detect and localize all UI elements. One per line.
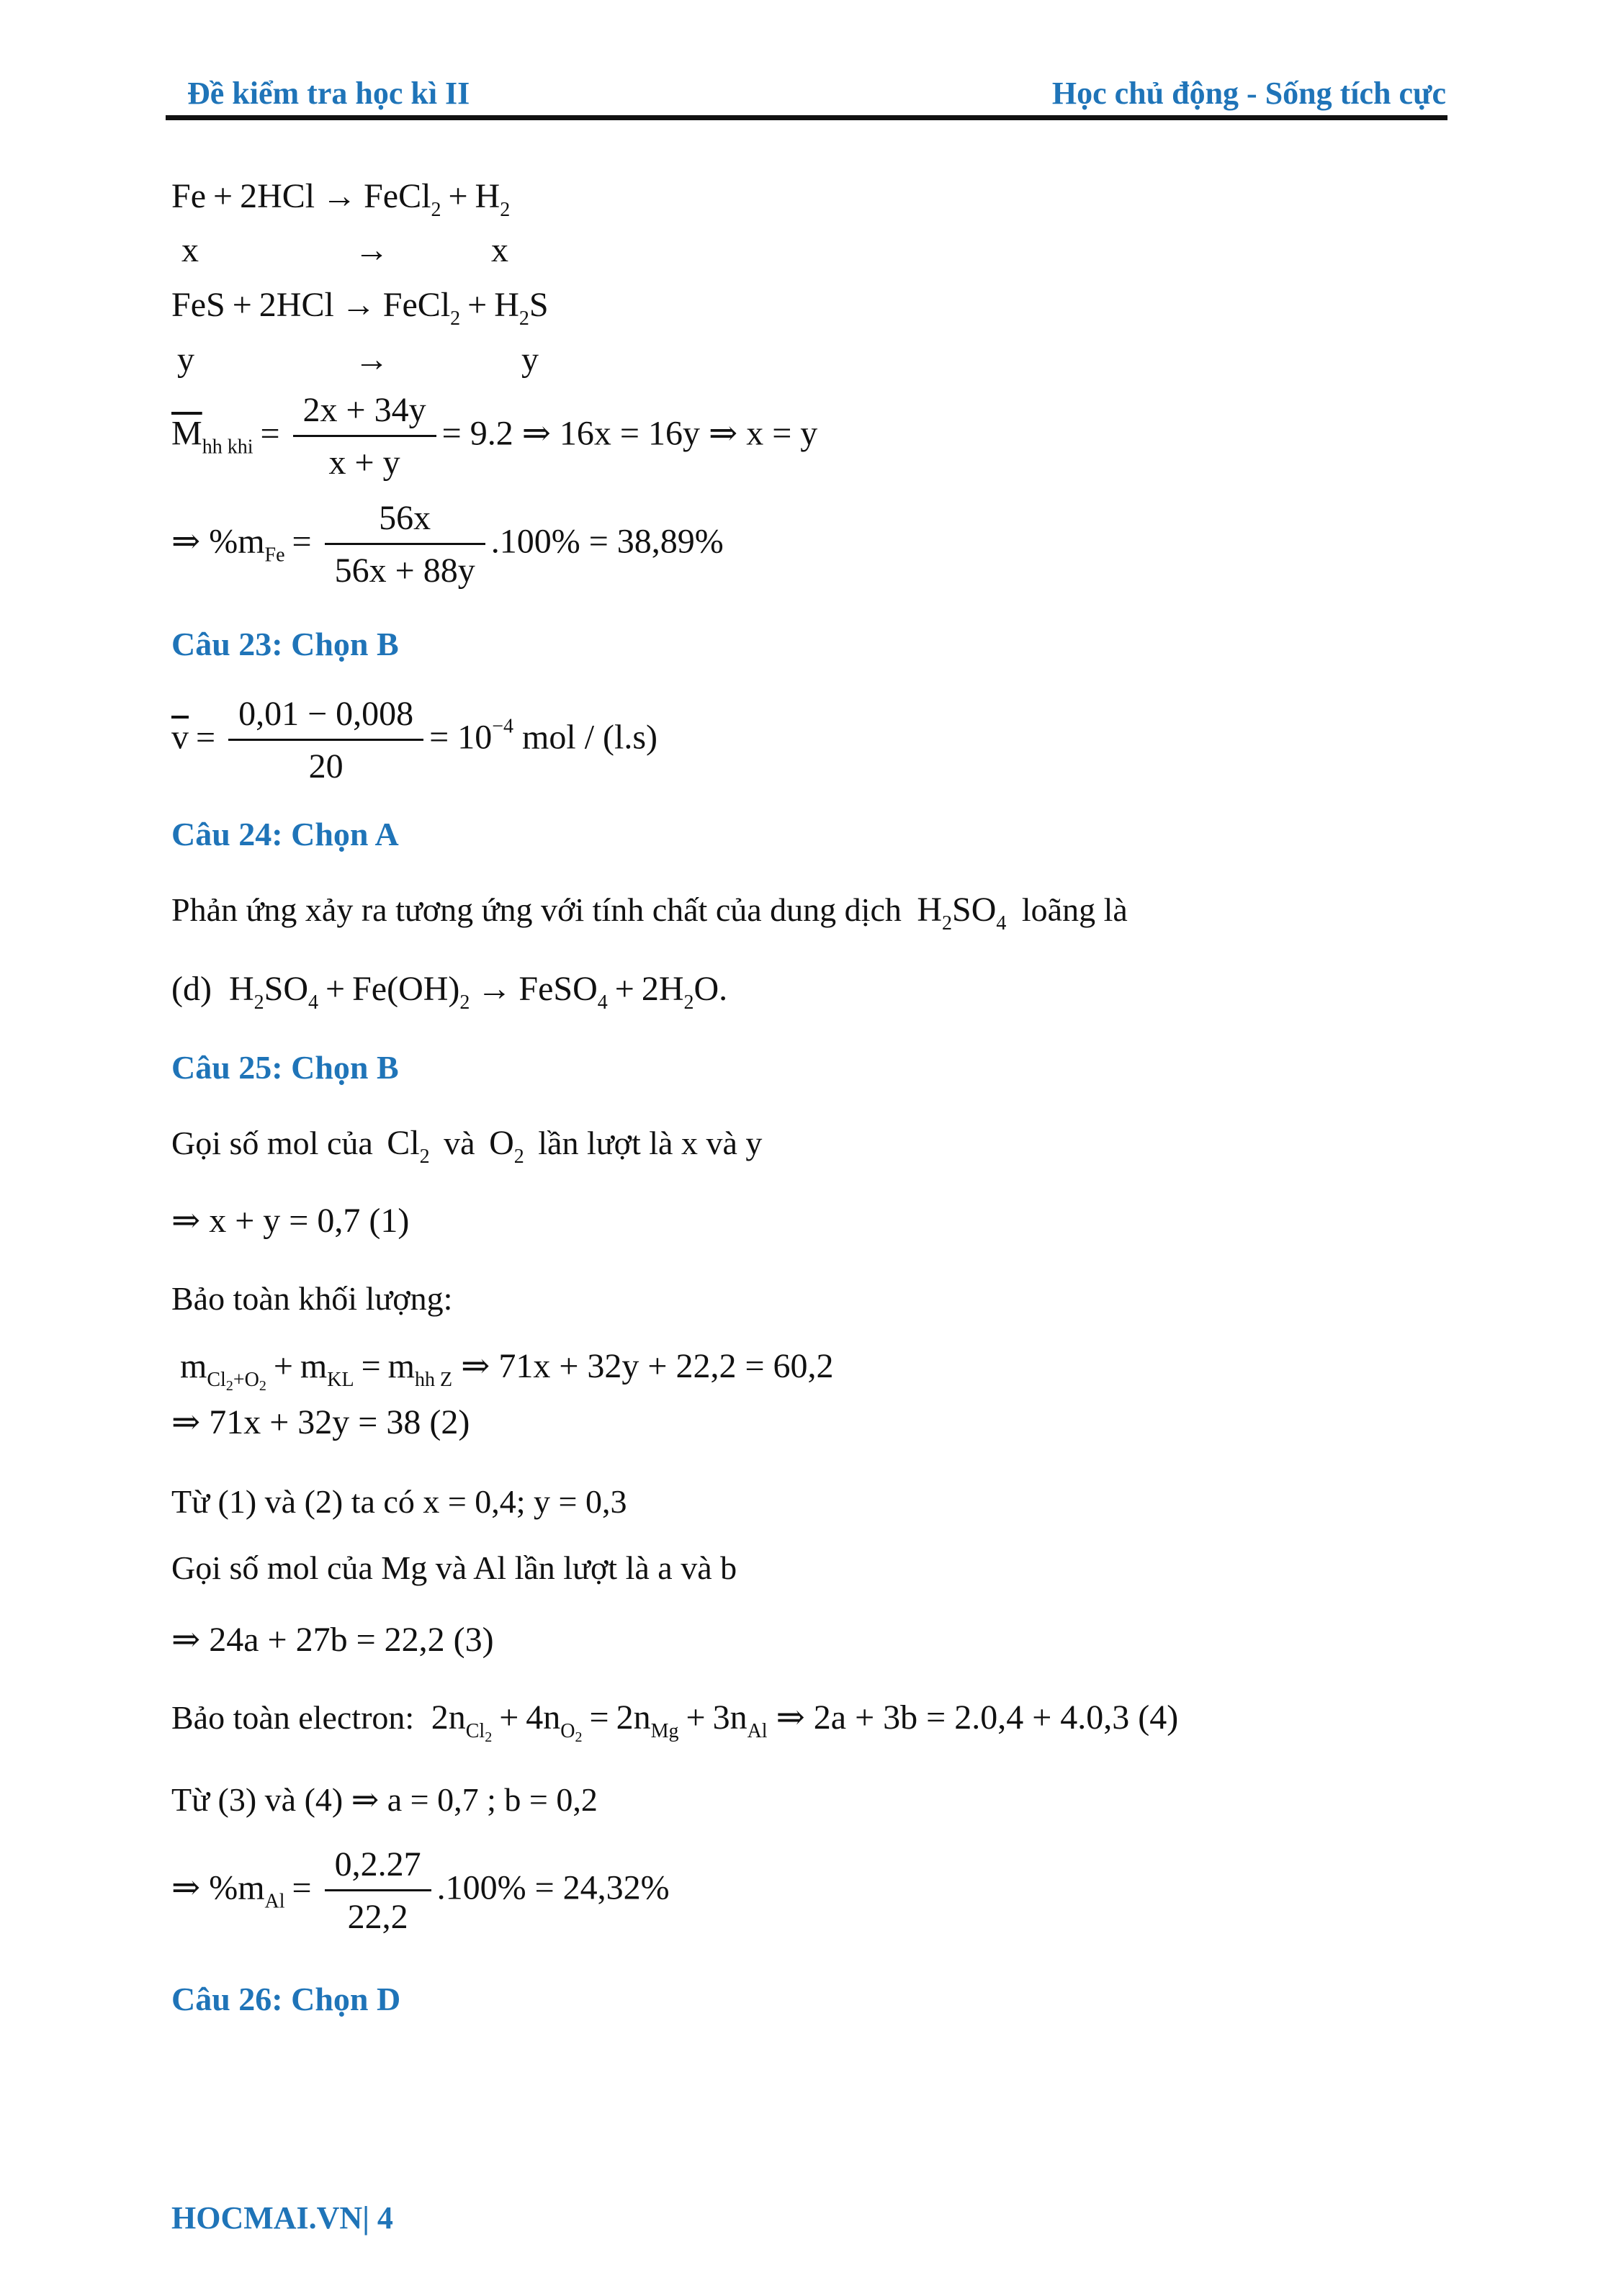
- fraction-numerator: 56x: [325, 497, 485, 545]
- reaction-d-label: (d): [171, 970, 212, 1008]
- reaction-d: (d) $H_2SO_4 + Fe(OH)_2$ → FeSO$_4$ + $2H_2O$.: [171, 970, 728, 1014]
- arrow-2: →: [354, 341, 389, 379]
- cl2-formula: $Cl_2$: [387, 1124, 430, 1168]
- q24-text-b: loãng là: [1021, 891, 1128, 928]
- fraction-denominator: 22,2: [347, 1898, 408, 1936]
- question-23-heading: Câu 23: Chọn B: [171, 626, 399, 662]
- percent-al-fraction: [325, 1843, 431, 1939]
- q25-t1c: lần lượt là x và y: [538, 1125, 763, 1161]
- h2so4-formula: $H_2SO_4$: [917, 891, 1007, 935]
- question-24-heading: Câu 24: Chọn A: [171, 816, 399, 852]
- percent-al-equation: ⇒ $\%m_{Al}$ = $\frac{0,2.27}{22,2}$ .100% = 24,32%: [171, 1843, 670, 1939]
- q25-t1a: Gọi số mol của: [171, 1125, 373, 1161]
- avg-molar-mass-equation: $\overline{M}_{hh khi}$ = $\frac{2x + 34y}{x + y}$ = 9.2 ⇒ 16x = 16y ⇒ x = y: [171, 389, 817, 485]
- q25-text-6: Từ (3) và (4) ⇒ a = 0,7 ; b = 0,2: [171, 1781, 598, 1818]
- footer-page-label: HOCMAI.VN| 4: [171, 2200, 393, 2236]
- header-right-slogan: Học chủ động - Sống tích cực: [1051, 76, 1446, 111]
- header-rule: [166, 115, 1447, 120]
- equation-3: ⇒ 24a + 27b = 22,2 (3): [171, 1621, 494, 1659]
- rate-unit: mol / (l.s): [513, 718, 658, 757]
- question-25-heading: Câu 25: Chọn B: [171, 1049, 399, 1086]
- rate-exponent: −4: [492, 715, 514, 738]
- avg-molar-mass-result: = 9.2 ⇒ 16x = 16y ⇒ x = y: [441, 414, 818, 453]
- o2-formula: $O_2$: [489, 1124, 524, 1168]
- electron-conservation-line: [171, 1698, 1179, 1745]
- electron-conservation-equation: $2n_{Cl_2}+ 4n_{O_2}= 2n_{Mg} + 3n_{Al}$ ⇒ 2a + 3b = 2.0,4 + 4.0,3 (4): [431, 1698, 1179, 1745]
- header-left-title: Đề kiểm tra học kì II: [187, 76, 470, 111]
- fraction-numerator: 0,2.27: [325, 1843, 431, 1891]
- rate-result: = 10: [429, 718, 493, 757]
- equation-2: ⇒ 71x + 32y = 38 (2): [171, 1403, 470, 1441]
- reaction-fes-hcl: FeS + 2HCl → FeCl$_2$ + $H_2S$: [171, 286, 549, 330]
- mass-conservation-result: ⇒ 71x + 32y + 22,2 = 60,2: [461, 1347, 834, 1385]
- mol-y-left: y: [177, 341, 194, 379]
- q25-text-2: Bảo toàn khối lượng:: [171, 1280, 453, 1317]
- mass-conservation-equation: $m_{Cl_2+O_2}+ m_{KL} = m_{hh Z}$ ⇒ 71x + 32y + 22,2 = 60,2: [171, 1347, 834, 1394]
- fraction-numerator: 0,01 − 0,008: [228, 693, 423, 741]
- mol-y-right: y: [521, 341, 539, 379]
- question-24-text: [171, 890, 1128, 935]
- percent-fe-equation: ⇒ $\%m_{Fe}$ = $\frac{56x}{56x + 88y}$ .100% = 38,89%: [171, 497, 724, 593]
- avg-molar-mass-fraction: [293, 389, 436, 485]
- reaction-rate-equation: $\overline{v}$ = $\frac{0,01 - 0,008}{20}$ = $10^{-4}$ mol / (l.s): [171, 693, 657, 788]
- percent-al-result: .100% = 24,32%: [436, 1868, 670, 1907]
- reaction-fe-hcl: Fe + 2HCl → FeCl$_2$ + $H_2$: [171, 177, 511, 221]
- arrow-1: →: [354, 231, 389, 269]
- percent-fe-result: .100% = 38,89%: [490, 522, 724, 561]
- percent-fe-fraction: [325, 497, 485, 593]
- question-26-heading: Câu 26: Chọn D: [171, 1981, 401, 2017]
- q25-t1b: và: [444, 1125, 475, 1161]
- q24-text-a: Phản ứng xảy ra tương ứng với tính chất của dung dịch: [171, 891, 902, 928]
- q25-text-4: Gọi số mol của Mg và Al lần lượt là a và b: [171, 1549, 737, 1586]
- fraction-denominator: x + y: [328, 444, 400, 482]
- mol-x-right: x: [491, 231, 508, 269]
- fraction-denominator: 20: [308, 747, 344, 785]
- fraction-denominator: 56x + 88y: [334, 552, 475, 590]
- fraction-numerator: 2x + 34y: [293, 389, 436, 437]
- electron-conservation-result: ⇒ 2a + 3b = 2.0,4 + 4.0,3 (4): [776, 1698, 1179, 1737]
- mol-x-left: x: [181, 231, 199, 269]
- q25-t5: Bảo toàn electron:: [171, 1699, 415, 1736]
- q25-text-3: Từ (1) và (2) ta có x = 0,4; y = 0,3: [171, 1483, 627, 1520]
- q25-text-1: [171, 1123, 763, 1168]
- equation-1: ⇒ x + y = 0,7 (1): [171, 1202, 410, 1240]
- reaction-rate-fraction: [228, 693, 423, 788]
